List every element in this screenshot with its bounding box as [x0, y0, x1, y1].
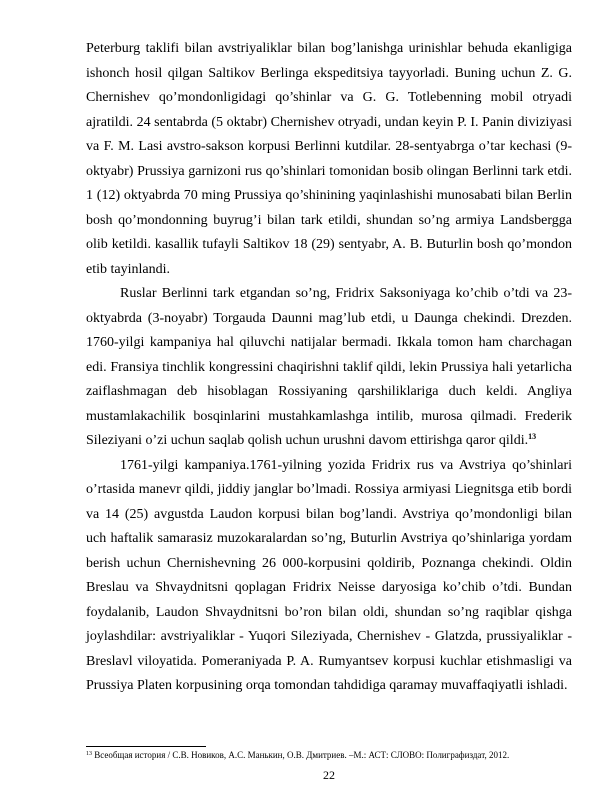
- footnote: [86, 749, 576, 761]
- footnote-number: 13: [86, 751, 92, 757]
- main-text: [86, 37, 572, 699]
- paragraph: Peterburg taklifi bilan avstriyaliklar bilan bog’lanishga urinishlar behuda ekanligiga ishonch hosil qilgan Saltikov Berlinga ekspeditsiya tayyorladi. Buning uchun Z. G. Chernishev qo’mondonligidagi qo’shinlar va G. G. Totlebenning mobil otryadi ajratildi. 24 sentabrda (5 oktabr) Chernishev otryadi, undan keyin P. I. Panin diviziyasi va F. M. Lasi avstro-sakson korpusi Berlinni kutdilar. 28-sentyabrga o’tar kechasi (9-oktyabr) Prussiya garnizoni rus qo’shinlari tomonidan bosib olingan Berlinni tark etdi. 1 (12) oktyabrda 70 ming Prussiya qo’shinining yaqinlashishi munosabati bilan Berlin bosh qo’mondonning buyrug’i bilan tark etildi, shundan so’ng armiya Landsbergga olib ketildi. kasallik tufayli Saltikov 18 (29) sentyabr, A. B. Buturlin bosh qo’mondon etib tayinlandi.: [86, 41, 572, 277]
- paragraph: Ruslar Berlinni tark etgandan so’ng, Fridrix Saksoniyaga ko’chib o’tdi va 23-oktyabrda (3-noyabr) Torgauda Daunni mag’lub etdi, u Daunga chekindi. Drezden. 1760-yilgi kampaniya hal qiluvchi natijalar bermadi. Ikkala tomon ham charchagan edi. Fransiya tinchlik kongressini chaqirishni taklif qildi, lekin Prussiya hali yetarlicha zaiflashmagan deb hisoblagan Rossiyaning qarshiliklariga duch keldi. Angliya mustamlakachilik bosqinlarini mustahkamlashga intilib, murosa qilmadi. Frederik Sileziyani o’zi uchun saqlab qolish uchun urushni davom ettirishga qaror qildi.$^{13}$: [86, 286, 572, 448]
- paragraph: 1761-yilgi kampaniya.1761-yilning yozida Fridrix rus va Avstriya qo’shinlari o’rtasida manevr qildi, jiddiy janglar bo’lmadi. Rossiya armiyasi Liegnitsga etib bordi va 14 (25) avgustda Laudon korpusi bilan bog’landi. Avstriya qo’mondonligi bilan uch haftalik samarasiz muzokaralardan so’ng, Buturlin Avstriya qo’shinlariga yordam berish uchun Chernishevning 26 000-korpusini qoldirib, Poznanga chekindi. Oldin Breslau va Shvaydnitsni qoplagan Fridrix Neisse daryosiga ko’chib o’tdi. Bundan foydalanib, Laudon Shvaydnitsni bo’ron bilan oldi, shundan so’ng raqiblar qishga joylashdilar: avstriyaliklar - Yuqori Sileziyada, Chernishev - Glatzda, prussiyaliklar - Breslavl viloyatida. Pomeraniyada P. A. Rumyantsev korpusi kuchlar etishmasligi va Prussiya Platen korpusining orqa tomondan tahdidiga qaramay muvaffaqiyatli ishladi.: [86, 457, 572, 693]
- footnote-text: Всеобщая история / С.В. Новиков, А.С. Манькин, О.В. Дмитриев. –М.: АСТ: СЛОВО: Полиграфиздат, 2012.: [92, 750, 510, 760]
- footnote-reference: 13: [528, 432, 537, 441]
- page-number: 22: [323, 768, 335, 782]
- footnote-divider: [86, 746, 206, 747]
